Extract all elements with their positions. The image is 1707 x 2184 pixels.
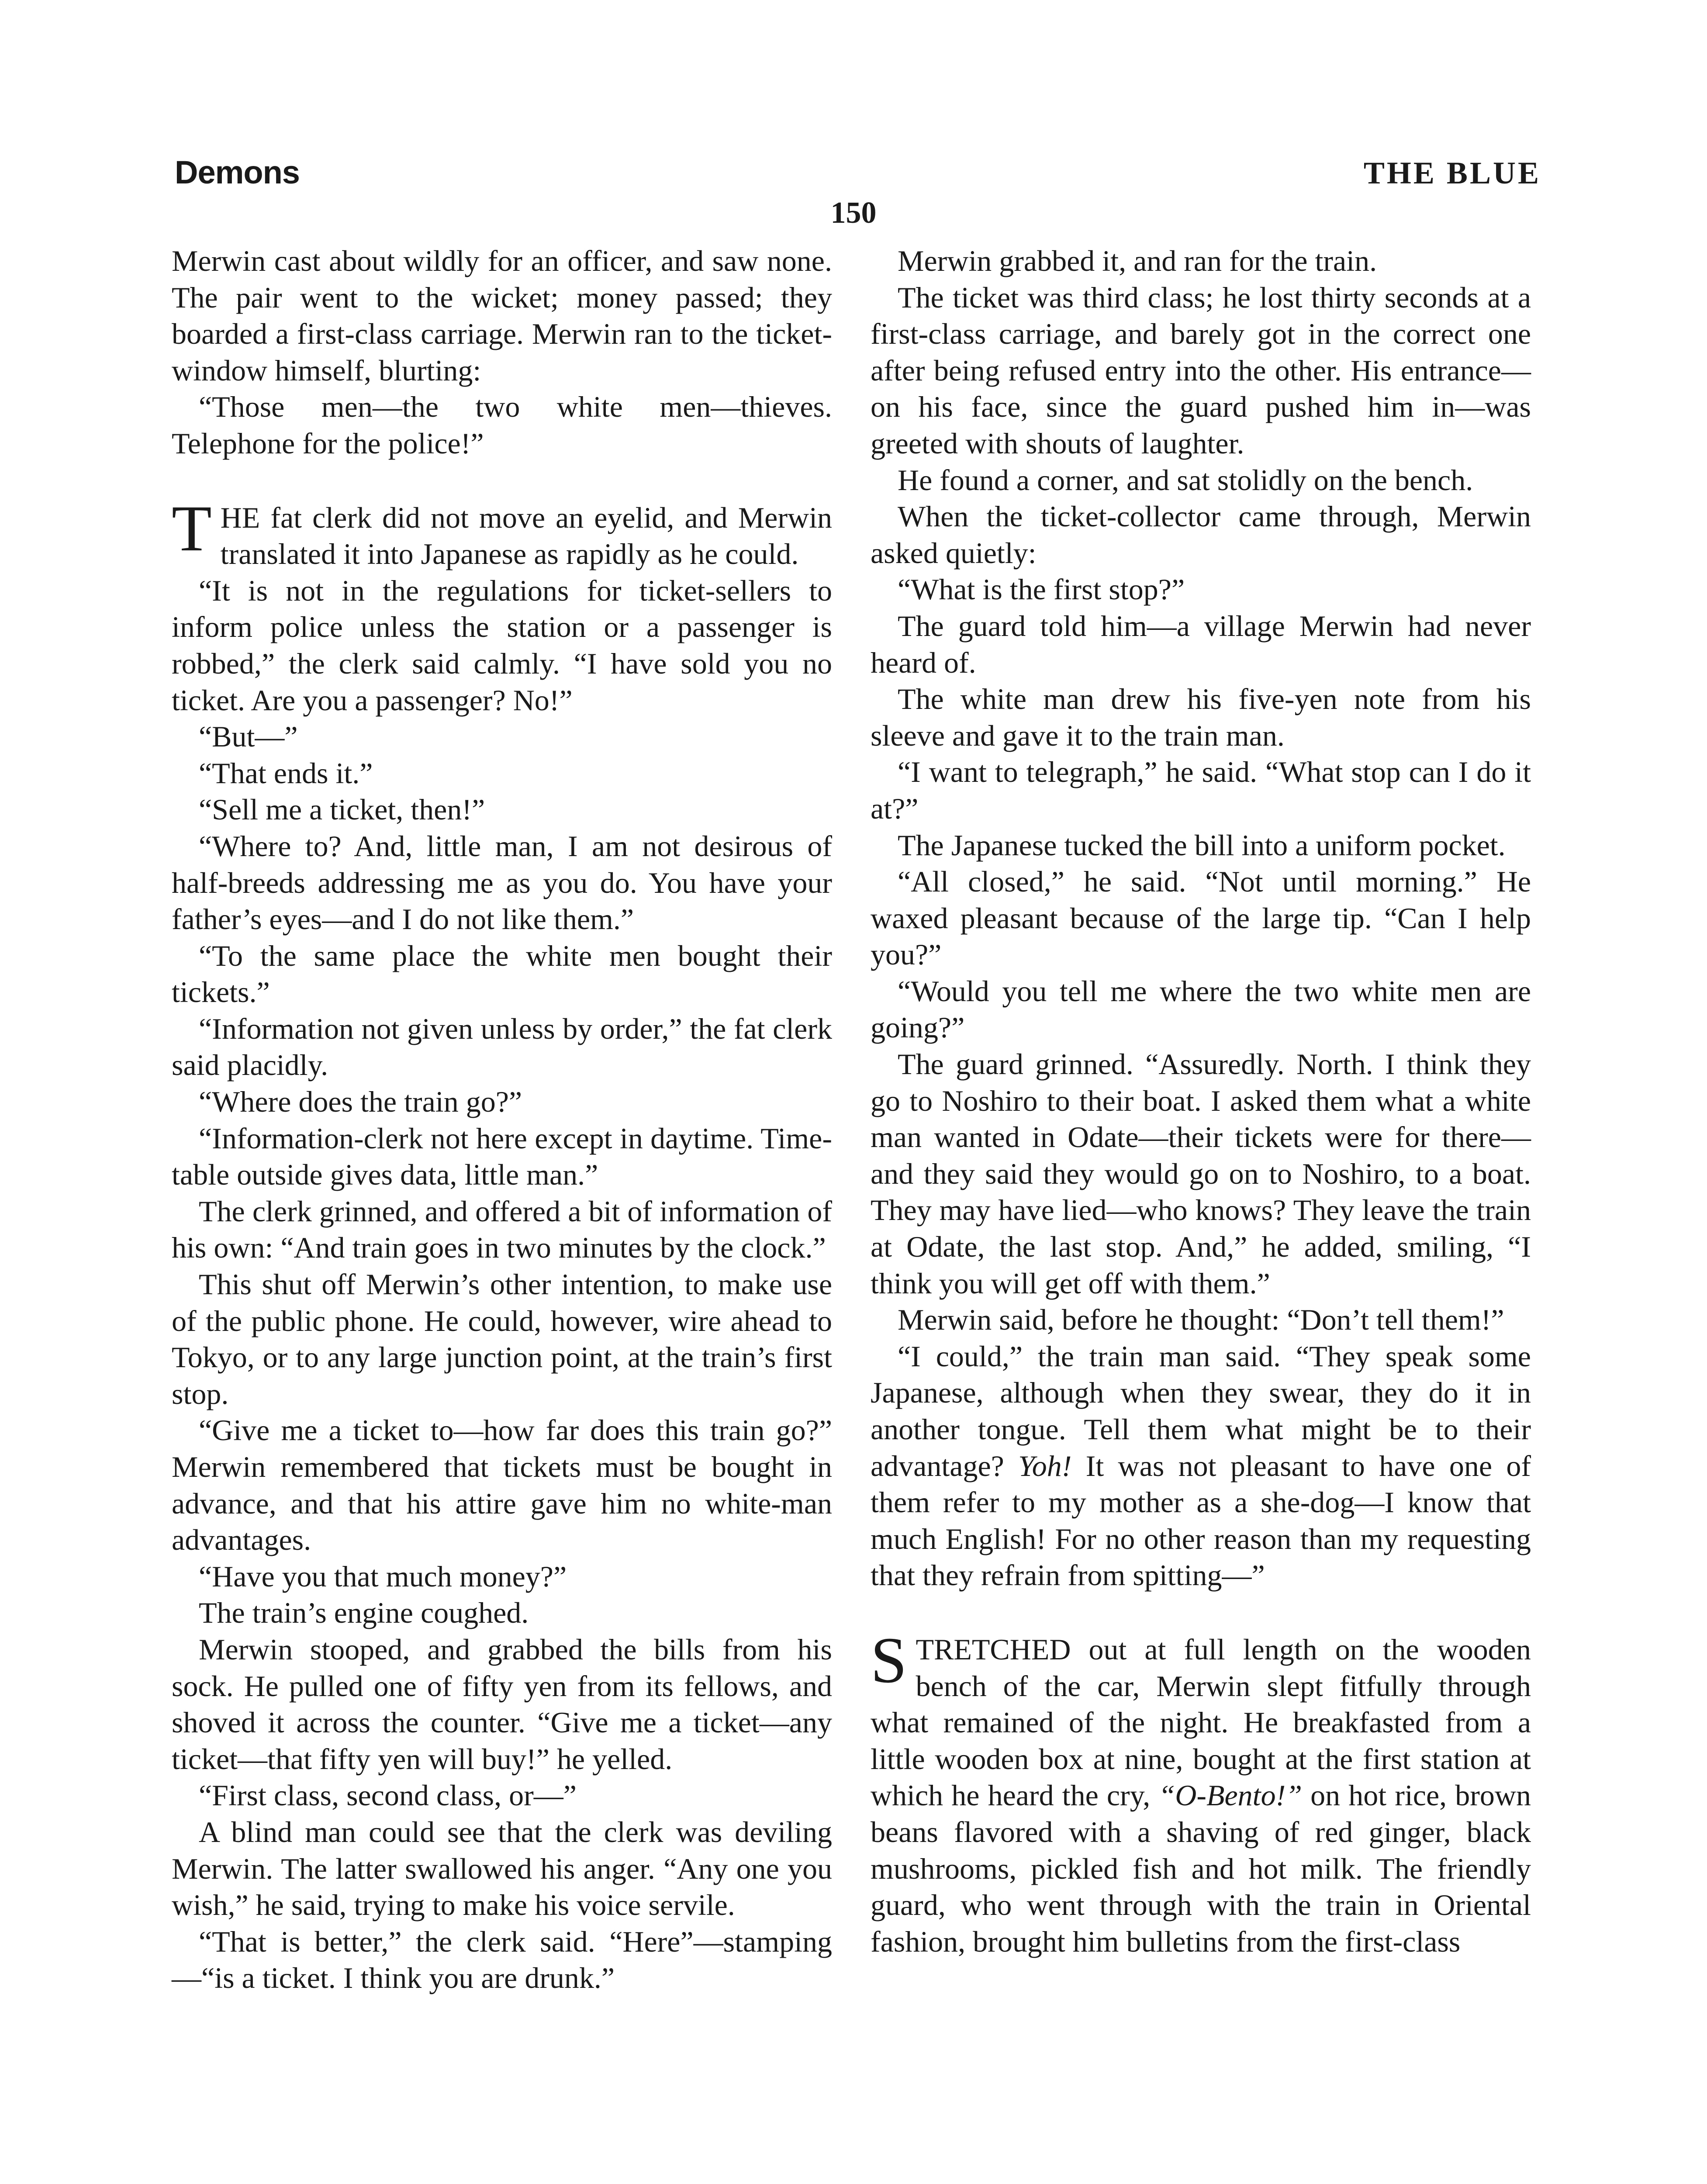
paragraph-text: “First class, second class, or—” — [199, 1779, 577, 1812]
paragraph — [172, 1084, 832, 1120]
paragraph — [172, 1011, 832, 1084]
paragraph-text: This shut off Merwin’s other intention, to make use of the public phone. He could, however, wire ahead to Tokyo, or to any large junction point, at the train’s first stop. — [172, 1268, 832, 1410]
paragraph-text: “To the same place the white men bought their tickets.” — [172, 939, 832, 1009]
right-text-column — [871, 243, 1531, 1960]
paragraph-text: TRETCHED out at full length on the wooden bench of the car, Merwin slept fitfully through what remained of the night. He breakfasted from a little wooden box at nine, bought at the first station at which he heard the cry, — [871, 1632, 1531, 1812]
paragraph — [871, 571, 1531, 608]
italic-text: Yoh! — [1018, 1449, 1072, 1482]
paragraph-text: “That ends it.” — [199, 756, 373, 790]
paragraph-text: Merwin stooped, and grabbed the bills from his sock. He pulled one of fifty yen from its fellows, and shoved it across the counter. “Give me a ticket—any ticket—that fifty yen will buy!” he yelled. — [172, 1632, 832, 1776]
paragraph-text: Merwin grabbed it, and ran for the train. — [898, 244, 1377, 277]
paragraph — [172, 1266, 832, 1412]
paragraph-text: “Where does the train go?” — [199, 1085, 522, 1119]
paragraph — [871, 864, 1531, 973]
paragraph — [172, 938, 832, 1011]
paragraph-text: A blind man could see that the clerk was deviling Merwin. The latter swallowed his anger. “Any one you wish,” he said, trying to make his voice servile. — [172, 1815, 832, 1922]
paragraph-text: “Would you tell me where the two white men are going?” — [871, 974, 1531, 1044]
drop-cap: S — [871, 1624, 907, 1697]
paragraph-text: “I could,” the train man said. “They speak some Japanese, although when they swear, they do it in another tongue. Tell them what might be to their advantage? — [871, 1339, 1531, 1482]
paragraph — [871, 827, 1531, 864]
paragraph-text: The guard grinned. “Assuredly. North. I think they go to Noshiro to their boat. I asked them what a white man wanted in Odate—their tickets were for there—and they said they would go on to Noshiro, to a boat. They may have lied—who knows? They leave the train at Odate, the last stop. And,” he added, smiling, “I think you will get off with them.” — [871, 1047, 1531, 1300]
paragraph-text: “I want to telegraph,” he said. “What stop can I do it at?” — [871, 755, 1531, 825]
paragraph-text: He found a corner, and sat stolidly on the bench. — [898, 463, 1473, 497]
paragraph-text: “But—” — [199, 720, 298, 753]
paragraph-text: It was not pleasant to have one of them refer to my mother as a she-dog—I know that much English! For no other reason than my requesting that they refrain from spitting—” — [871, 1449, 1531, 1592]
paragraph — [871, 1046, 1531, 1302]
paragraph — [871, 462, 1531, 499]
paragraph-text: “Give me a ticket to—how far does this train go?” Merwin remembered that tickets must be bought in advance, and that his attire gave him no white-man advantages. — [172, 1413, 832, 1557]
paragraph-text: “What is the first stop?” — [898, 573, 1185, 606]
page-number: 150 — [830, 196, 877, 230]
paragraph — [172, 791, 832, 828]
paragraph-text: “Where to? And, little man, I am not desirous of half-breeds addressing me as you do. You have your father’s eyes—and I do not like them.” — [172, 829, 832, 936]
paragraph — [172, 389, 832, 462]
paragraph-text: The white man drew his five-yen note from his sleeve and gave it to the train man. — [871, 682, 1531, 752]
paragraph-text: “It is not in the regulations for ticket-sellers to inform police unless the station or a passenger is robbed,” the clerk said calmly. “I have sold you no ticket. Are you a passenger? No!” — [172, 574, 832, 717]
drop-cap: T — [172, 492, 212, 565]
paragraph — [871, 498, 1531, 571]
paragraph — [172, 492, 832, 573]
left-text-column — [172, 243, 832, 1997]
paragraph — [172, 1559, 832, 1595]
paragraph — [172, 1814, 832, 1924]
paragraph — [871, 1302, 1531, 1338]
paragraph — [172, 828, 832, 938]
paragraph-text: The clerk grinned, and offered a bit of information of his own: “And train goes in two minutes by the clock.” — [172, 1194, 832, 1265]
paragraph-text: “Those men—the two white men—thieves. Telephone for the police!” — [172, 390, 832, 460]
magazine-name: THE BLUE — [1363, 156, 1541, 190]
paragraph — [871, 608, 1531, 681]
paragraph-text: The guard told him—a village Merwin had never heard of. — [871, 609, 1531, 679]
paragraph — [172, 1120, 832, 1193]
paragraph-text: “All closed,” he said. “Not until morning.” He waxed pleasant because of the large tip. “Can I help you?” — [871, 865, 1531, 971]
paragraph-text: Merwin cast about wildly for an officer, and saw none. The pair went to the wicket; money passed; they boarded a first-class carriage. Merwin ran to the ticket-window himself, blurting: — [172, 244, 832, 387]
paragraph — [871, 1624, 1531, 1960]
paragraph-text: “Information-clerk not here except in daytime. Time-table outside gives data, little man.” — [172, 1121, 832, 1192]
paragraph — [172, 1193, 832, 1266]
paragraph-text: The train’s engine coughed. — [199, 1596, 529, 1630]
paragraph — [172, 755, 832, 792]
paragraph — [871, 243, 1531, 280]
paragraph-text: When the ticket-collector came through, Merwin asked quietly: — [871, 500, 1531, 570]
paragraph-text: “Information not given unless by order,” the fat clerk said placidly. — [172, 1012, 832, 1082]
paragraph-text: HE fat clerk did not move an eyelid, and Merwin translated it into Japanese as rapidly as he could. — [220, 501, 832, 571]
paragraph — [172, 1924, 832, 1997]
paragraph — [871, 1338, 1531, 1594]
paragraph — [172, 719, 832, 755]
paragraph — [172, 573, 832, 719]
paragraph-text: The ticket was third class; he lost thirty seconds at a first-class carriage, and barely got in the correct one after being refused entry into the other. His entrance—on his face, since the guard pushed him in—was greeted with shouts of laughter. — [871, 280, 1531, 460]
paragraph-text: The Japanese tucked the bill into a uniform pocket. — [898, 828, 1506, 862]
paragraph — [172, 1595, 832, 1631]
paragraph — [871, 681, 1531, 754]
paragraph-text: Merwin said, before he thought: “Don’t tell them!” — [898, 1303, 1504, 1337]
running-head-title: Demons — [175, 154, 300, 190]
paragraph — [172, 1631, 832, 1777]
paragraph-text: “Sell me a ticket, then!” — [199, 793, 485, 826]
paragraph — [871, 754, 1531, 827]
paragraph — [871, 280, 1531, 462]
paragraph-text: “Have you that much money?” — [199, 1559, 567, 1593]
italic-text: “O-Bento!” — [1158, 1779, 1303, 1812]
paragraph — [172, 243, 832, 389]
paragraph — [172, 1412, 832, 1558]
paragraph-text: on hot rice, brown beans flavored with a shaving of red ginger, black mushrooms, pickled fish and hot milk. The friendly guard, who went through with the train in Oriental fashion, brought him bulletins from the first-class — [871, 1779, 1531, 1958]
paragraph — [172, 1777, 832, 1814]
paragraph-text: “That is better,” the clerk said. “Here”—stamping—“is a ticket. I think you are drunk.” — [172, 1925, 832, 1995]
paragraph — [871, 973, 1531, 1046]
